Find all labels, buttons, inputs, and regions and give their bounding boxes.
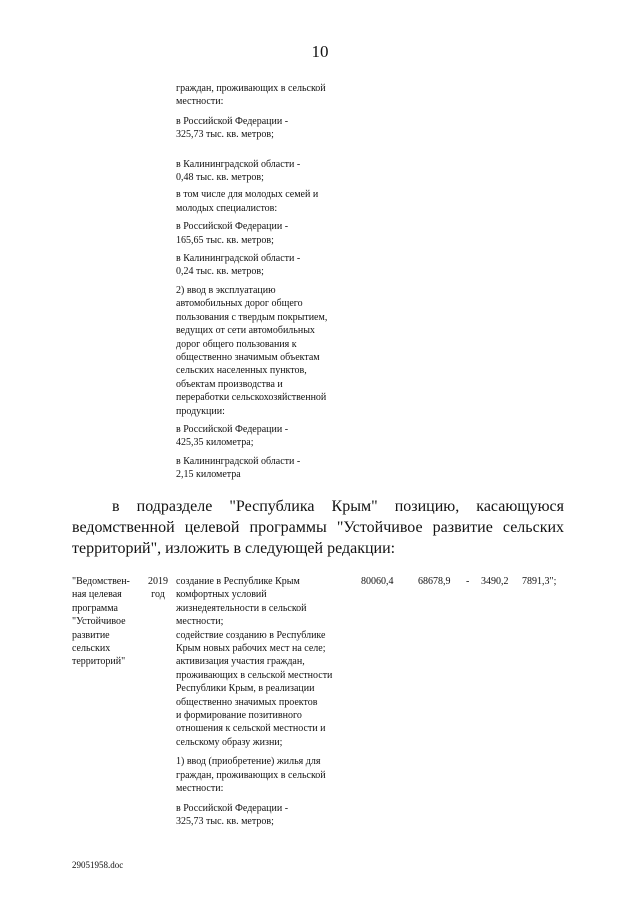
value-cell-4: 3490,2 [481,576,509,587]
block-item [176,115,366,142]
instruction-line: территорий", изложить в следующей редакции: [72,540,396,557]
text-line: в Российской Федерации - [176,115,289,127]
block-item [176,220,366,247]
description-block: создание в Республике Крым комфортных условий жизнедеятельности в сельской местности; содействие созданию в Республике Крым новых рабочих мест на селе; активизация участия граждан, проживающих в сельской местности Республики Крым, в реализации общественно значимых проектов и формирование позитивного отношения к сельской местности и сельскому образу жизни; [176,576,333,748]
block-item [176,423,366,450]
text-line: в Российской Федерации - [176,423,289,435]
text-line: ведущих от сети автомобильных [176,325,315,337]
text-line: продукции: [176,405,225,417]
value-cell-5: 7891,3"; [522,576,557,587]
text-line: общественно значимым объектам [176,351,320,363]
block-item [176,82,366,109]
value-cell-3: - [466,576,470,587]
text-line: в Калининградской области - [176,455,301,467]
instruction-line: ведомственной целевой программы "Устойчивое развитие сельских [72,519,565,536]
instruction-line: в подразделе "Республика Крым" позицию, касающуюся [112,498,564,515]
page-number: 10 [311,42,329,61]
block-item [176,188,366,215]
text-line: объектам производства и [176,378,283,390]
text-line: сельских населенных пунктов, [176,365,307,377]
description-block: 1) ввод (приобретение) жилья для граждан, проживающих в сельской местности: [176,756,326,795]
program-name-cell: "Ведомствен- ная целевая программа "Устойчивое развитие сельских территорий" [72,576,130,668]
text-line: 165,65 тыс. кв. метров; [176,234,274,246]
text-line: 325,73 тыс. кв. метров; [176,129,274,141]
text-line: местности: [176,96,224,108]
block-item [176,284,366,418]
top-indicator-block [176,82,366,482]
text-line: 2) ввод в эксплуатацию [176,284,276,296]
description-block: в Российской Федерации - 325,73 тыс. кв. метров; [176,802,289,827]
year-cell: 2019 год [148,576,168,601]
description-cell [176,575,366,828]
text-line: в Калининградской области - [176,253,301,265]
text-line: в Калининградской области - [176,158,301,170]
block-item [176,455,366,482]
text-line: 0,24 тыс. кв. метров; [176,266,264,278]
block-item [176,252,366,279]
text-line: в Российской Федерации - [176,221,289,233]
text-line: 0,48 тыс. кв. метров; [176,172,264,184]
text-line: пользования с твердым покрытием, [176,311,328,323]
text-line: дорог общего пользования к [176,338,297,350]
file-name-footer: 29051958.doc [72,860,124,870]
text-line: молодых специалистов: [176,202,278,214]
text-line: 2,15 километра [176,469,241,481]
text-line: 425,35 километра; [176,437,254,449]
block-item [176,158,366,185]
value-cell-2: 68678,9 [418,576,451,587]
text-line: переработки сельскохозяйственной [176,392,327,404]
text-line: автомобильных дорог общего [176,298,303,310]
text-line: граждан, проживающих в сельской [176,83,326,94]
value-cell-1: 80060,4 [361,576,394,587]
instruction-paragraph [72,496,564,559]
text-line: в том числе для молодых семей и [176,189,319,201]
